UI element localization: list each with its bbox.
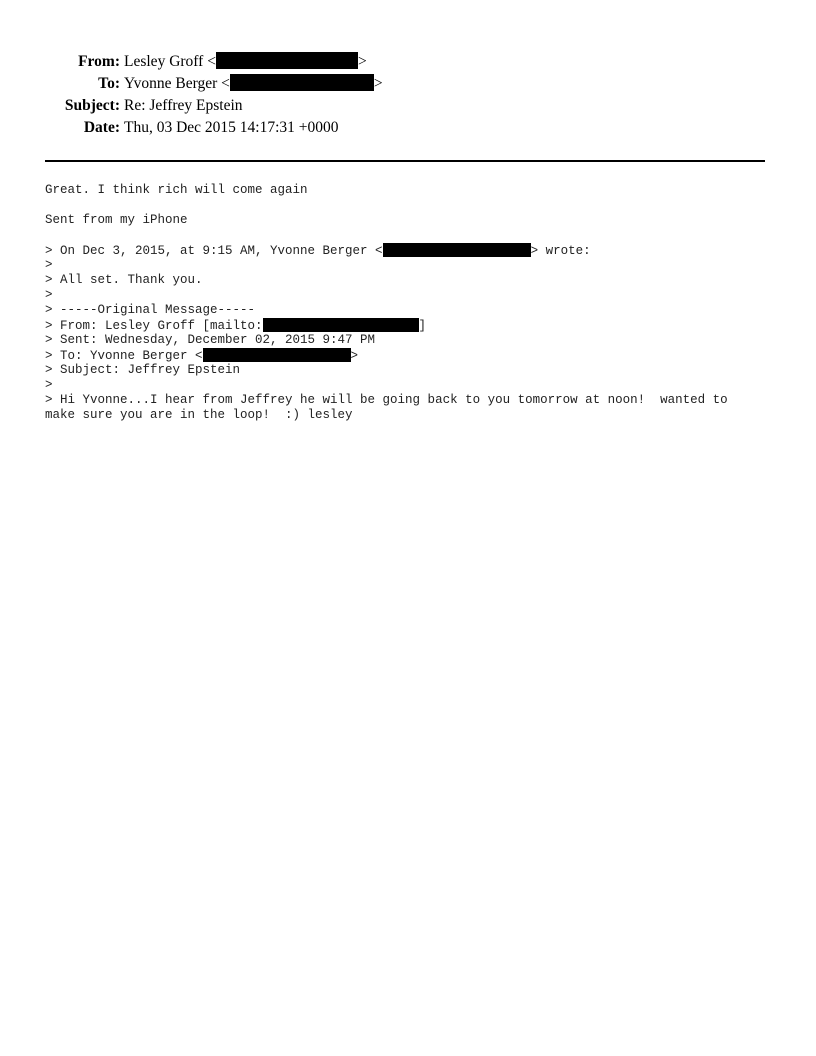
to-row xyxy=(0,74,816,94)
from-close: > xyxy=(357,53,367,70)
date-label: Date: xyxy=(83,119,120,136)
quoted-line: > Sent: Wednesday, December 02, 2015 9:47 PM xyxy=(45,333,376,347)
date-row xyxy=(0,118,816,138)
quoted-text: > xyxy=(350,349,359,363)
quoted-line: > -----Original Message----- xyxy=(45,303,256,317)
from-value: Lesley Groff < xyxy=(124,53,216,70)
quoted-line xyxy=(45,243,775,258)
redaction-box xyxy=(263,318,419,332)
from-label: From: xyxy=(78,53,120,70)
quoted-line: make sure you are in the loop! :) lesley xyxy=(45,408,353,422)
email-body xyxy=(45,183,775,423)
to-value: Yvonne Berger < xyxy=(124,75,230,92)
subject-label: Subject: xyxy=(64,97,120,114)
subject-value: Re: Jeffrey Epstein xyxy=(124,97,243,114)
date-value: Thu, 03 Dec 2015 14:17:31 +0000 xyxy=(124,119,339,136)
quoted-text: > From: Lesley Groff [mailto: xyxy=(45,319,263,333)
to-close: > xyxy=(373,75,383,92)
quoted-text: > To: Yvonne Berger < xyxy=(45,349,203,363)
subject-row xyxy=(0,96,816,116)
quoted-text: > On Dec 3, 2015, at 9:15 AM, Yvonne Berger < xyxy=(45,244,383,258)
quoted-line xyxy=(45,318,775,333)
quoted-line: > xyxy=(45,378,53,392)
redaction-box xyxy=(230,74,374,91)
body-line: Sent from my iPhone xyxy=(45,213,188,227)
redaction-box xyxy=(383,243,531,257)
quoted-line xyxy=(45,348,775,363)
quoted-line: > All set. Thank you. xyxy=(45,273,203,287)
quoted-text: > wrote: xyxy=(530,244,591,258)
header-divider xyxy=(45,160,765,162)
to-label: To: xyxy=(98,75,120,92)
quoted-text: ] xyxy=(418,319,427,333)
quoted-line: > Hi Yvonne...I hear from Jeffrey he will be going back to you tomorrow at noon! wanted to xyxy=(45,393,728,407)
redaction-box xyxy=(203,348,351,362)
body-line: Great. I think rich will come again xyxy=(45,183,308,197)
redaction-box xyxy=(216,52,358,69)
quoted-line: > Subject: Jeffrey Epstein xyxy=(45,363,241,377)
from-row xyxy=(0,52,816,72)
quoted-line: > xyxy=(45,288,53,302)
quoted-line: > xyxy=(45,258,53,272)
